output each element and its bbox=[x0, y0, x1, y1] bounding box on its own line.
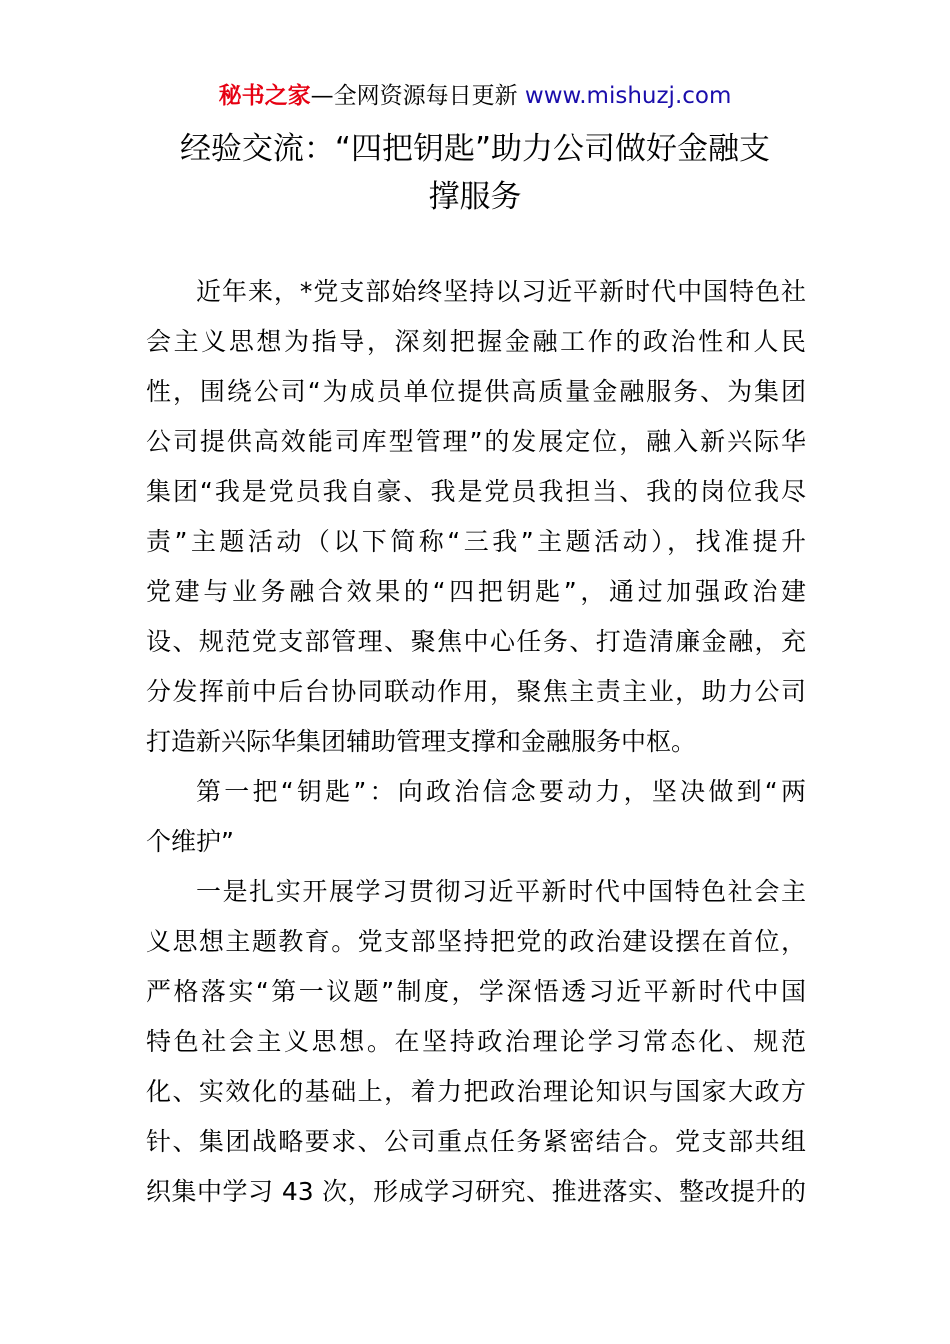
site-header bbox=[0, 80, 950, 112]
paragraph-line: 近年来，*党支部始终坚持以习近平新时代中国特色社 bbox=[196, 277, 806, 306]
paragraph-line: 设、规范党支部管理、聚焦中心任务、打造清廉金融，充 bbox=[146, 627, 806, 656]
paragraph-line: 织集中学习 43 次，形成学习研究、推进落实、整改提升的 bbox=[146, 1177, 806, 1206]
title-line: 撑服务 bbox=[428, 179, 522, 215]
section-heading-line: 第一把“钥匙”：向政治信念要动力，坚决做到“两 bbox=[196, 777, 806, 806]
paragraph-line: 特色社会主义思想。在坚持政治理论学习常态化、规范 bbox=[146, 1027, 806, 1056]
paragraph-line: 分发挥前中后台协同联动作用，聚焦主责主业，助力公司 bbox=[146, 677, 806, 706]
paragraph-line: 化、实效化的基础上，着力把政治理论知识与国家大政方 bbox=[146, 1077, 806, 1106]
paragraph-line: 责”主题活动（以下简称“三我”主题活动），找准提升 bbox=[146, 527, 806, 556]
paragraph-line: 性，围绕公司“为成员单位提供高质量金融服务、为集团 bbox=[146, 377, 806, 406]
paragraph-line: 打造新兴际华集团辅助管理支撑和金融服务中枢。 bbox=[146, 727, 697, 756]
paragraph-line: 公司提供高效能司库型管理”的发展定位，融入新兴际华 bbox=[146, 427, 806, 456]
section-heading-line: 个维护” bbox=[146, 827, 234, 856]
paragraph-line: 集团“我是党员我自豪、我是党员我担当、我的岗位我尽 bbox=[146, 477, 806, 506]
header-tagline: —全网资源每日更新 bbox=[310, 83, 525, 109]
brand-name: 秘书之家 bbox=[218, 83, 311, 109]
site-url-link[interactable]: www.mishuzj.com bbox=[524, 83, 732, 109]
paragraph-line: 一是扎实开展学习贯彻习近平新时代中国特色社会主 bbox=[196, 877, 806, 906]
title-line: 经验交流：“四把钥匙”助力公司做好金融支 bbox=[179, 131, 771, 167]
paragraph-line: 义思想主题教育。党支部坚持把党的政治建设摆在首位， bbox=[146, 927, 806, 956]
paragraph-line: 严格落实“第一议题”制度，学深悟透习近平新时代中国 bbox=[146, 977, 806, 1006]
paragraph-line: 党建与业务融合效果的“四把钥匙”，通过加强政治建 bbox=[146, 577, 806, 606]
paragraph-line: 会主义思想为指导，深刻把握金融工作的政治性和人民 bbox=[146, 327, 806, 356]
paragraph-line: 针、集团战略要求、公司重点任务紧密结合。党支部共组 bbox=[146, 1127, 806, 1156]
document-title bbox=[0, 125, 950, 221]
